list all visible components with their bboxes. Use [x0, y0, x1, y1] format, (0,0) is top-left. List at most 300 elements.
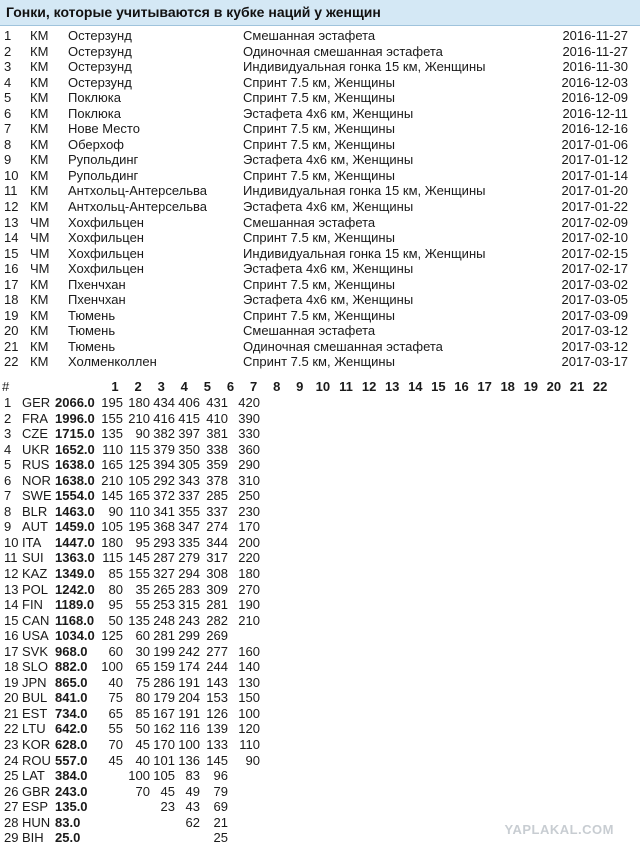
- race-row: [0, 308, 640, 324]
- score-cell: 338: [206, 441, 228, 457]
- score-cell: 341: [153, 503, 175, 519]
- rank-cell: 24: [4, 752, 19, 768]
- rank-cell: 19: [4, 674, 19, 690]
- nation-cell: CZE: [22, 426, 48, 442]
- score-cell: 116: [179, 721, 200, 737]
- race-date: 2017-01-14: [561, 167, 628, 183]
- race-row: [0, 168, 640, 184]
- race-row: [0, 199, 640, 215]
- race-event: Спринт 7.5 км, Женщины: [243, 230, 395, 246]
- race-event: Эстафета 4x6 км, Женщины: [243, 152, 414, 168]
- score-cell: 350: [178, 441, 200, 457]
- score-cell: 287: [153, 550, 175, 566]
- nation-cell: BUL: [22, 690, 48, 706]
- score-cell: 394: [153, 457, 175, 473]
- column-header: 13: [384, 379, 400, 394]
- score-cell: 344: [206, 534, 228, 550]
- score-cell: 100: [101, 659, 123, 675]
- score-cell: 335: [178, 534, 200, 550]
- standings-header-row: [0, 379, 640, 395]
- total-cell: 2066.0: [55, 395, 95, 410]
- standings-row: [0, 784, 640, 800]
- race-number: 9: [4, 152, 12, 168]
- total-cell: 1034.0: [55, 628, 95, 644]
- nation-cell: USA: [22, 628, 49, 644]
- race-type: КМ: [30, 59, 49, 75]
- score-cell: 180: [101, 534, 123, 550]
- nation-cell: NOR: [22, 472, 51, 488]
- score-cell: 85: [135, 705, 150, 721]
- total-cell: 83.0: [55, 814, 81, 830]
- total-cell: 243.0: [55, 783, 88, 799]
- title-bar: [0, 0, 640, 26]
- score-cell: 162: [153, 721, 175, 737]
- score-cell: 191: [178, 674, 200, 690]
- race-date: 2017-01-12: [561, 152, 628, 168]
- rank-cell: 15: [4, 612, 19, 628]
- race-place: Антхольц-Антерсельва: [68, 183, 208, 199]
- race-date: 2017-03-05: [561, 292, 628, 308]
- score-cell: 135: [101, 426, 123, 442]
- rank-cell: 14: [4, 597, 19, 613]
- score-cell: 40: [135, 752, 150, 768]
- standings-row: [0, 675, 640, 691]
- standings-row: [0, 799, 640, 815]
- race-row: [0, 121, 640, 137]
- score-cell: 315: [178, 597, 200, 613]
- score-cell: 110: [129, 503, 150, 519]
- score-cell: 167: [153, 705, 175, 721]
- rank-cell: 4: [4, 441, 12, 457]
- nation-cell: ITA: [22, 534, 42, 550]
- score-cell: 165: [128, 488, 150, 504]
- total-cell: 1363.0: [55, 550, 95, 566]
- score-cell: 100: [178, 737, 200, 753]
- race-number: 11: [4, 183, 18, 199]
- race-place: Остерзунд: [68, 59, 132, 75]
- score-cell: 195: [128, 519, 150, 535]
- race-row: [0, 152, 640, 168]
- standings-row: [0, 457, 640, 473]
- score-cell: 190: [238, 597, 260, 613]
- score-cell: 153: [206, 690, 228, 706]
- score-cell: 125: [101, 628, 123, 644]
- score-cell: 230: [238, 503, 260, 519]
- race-date: 2017-01-20: [561, 183, 628, 199]
- score-cell: 410: [206, 410, 228, 426]
- standings-row: [0, 519, 640, 535]
- score-cell: 281: [153, 628, 175, 644]
- standings-row: [0, 426, 640, 442]
- race-row: [0, 44, 640, 60]
- score-cell: 330: [238, 426, 260, 442]
- score-cell: 305: [178, 457, 200, 473]
- score-cell: 359: [206, 457, 228, 473]
- race-type: КМ: [30, 152, 49, 168]
- race-type: КМ: [30, 136, 49, 152]
- race-date: 2016-12-09: [561, 90, 628, 106]
- score-cell: 110: [239, 737, 260, 753]
- score-cell: 310: [238, 472, 260, 488]
- score-cell: 420: [238, 395, 260, 410]
- race-type: ЧМ: [30, 261, 50, 277]
- score-cell: 274: [206, 519, 228, 535]
- total-cell: 1715.0: [55, 426, 95, 442]
- race-place: Тюмень: [68, 338, 116, 354]
- column-header: 22: [592, 379, 608, 394]
- score-cell: 50: [108, 612, 123, 628]
- nation-cell: HUN: [22, 814, 51, 830]
- race-date: 2017-03-12: [561, 323, 628, 339]
- rank-cell: 11: [4, 550, 18, 566]
- column-header: 20: [546, 379, 562, 394]
- race-date: 2017-02-10: [561, 230, 628, 246]
- score-cell: 140: [238, 659, 260, 675]
- score-cell: 85: [108, 566, 123, 582]
- standings-row: [0, 395, 640, 411]
- score-cell: 25: [213, 830, 228, 846]
- total-cell: 1638.0: [55, 472, 95, 488]
- score-cell: 243: [178, 612, 200, 628]
- total-cell: 882.0: [55, 659, 88, 675]
- score-cell: 155: [101, 410, 123, 426]
- race-row: [0, 292, 640, 308]
- race-date: 2017-03-12: [561, 338, 628, 354]
- score-cell: 55: [108, 721, 123, 737]
- races-list: [0, 28, 640, 370]
- column-header: 6: [226, 379, 235, 394]
- race-place: Остерзунд: [68, 74, 132, 90]
- race-number: 22: [4, 354, 19, 370]
- score-cell: 327: [153, 566, 175, 582]
- score-cell: 60: [135, 628, 150, 644]
- rank-cell: 23: [4, 737, 19, 753]
- total-cell: 1996.0: [55, 410, 95, 426]
- race-date: 2016-12-16: [561, 121, 628, 137]
- score-cell: 191: [178, 705, 200, 721]
- race-date: 2017-03-17: [561, 354, 628, 370]
- rank-cell: 5: [4, 457, 12, 473]
- score-cell: 220: [238, 550, 260, 566]
- race-event: Индивидуальная гонка 15 км, Женщины: [243, 59, 486, 75]
- race-place: Хохфильцен: [68, 261, 144, 277]
- total-cell: 135.0: [55, 799, 88, 815]
- race-event: Эстафета 4x6 км, Женщины: [243, 199, 414, 215]
- score-cell: 105: [128, 472, 150, 488]
- rank-cell: 7: [4, 488, 12, 504]
- race-number: 20: [4, 323, 19, 339]
- total-cell: 1459.0: [55, 519, 95, 535]
- score-cell: 285: [206, 488, 228, 504]
- score-cell: 69: [213, 799, 228, 815]
- score-cell: 136: [178, 752, 200, 768]
- column-header: 12: [361, 379, 377, 394]
- score-cell: 248: [153, 612, 175, 628]
- rank-cell: 21: [4, 705, 19, 721]
- race-number: 18: [4, 292, 19, 308]
- race-number: 7: [4, 121, 12, 137]
- race-event: Спринт 7.5 км, Женщины: [243, 354, 395, 370]
- score-cell: 174: [178, 659, 200, 675]
- nation-cell: JPN: [22, 674, 47, 690]
- score-cell: 143: [206, 674, 228, 690]
- rank-cell: 18: [4, 659, 19, 675]
- standings-row: [0, 550, 640, 566]
- race-type: КМ: [30, 121, 49, 137]
- race-place: Тюмень: [68, 323, 116, 339]
- race-type: КМ: [30, 43, 49, 59]
- standings-row: [0, 690, 640, 706]
- column-header: 16: [454, 379, 469, 394]
- total-cell: 557.0: [55, 752, 88, 768]
- score-cell: 43: [185, 799, 200, 815]
- total-cell: 1447.0: [55, 534, 95, 550]
- race-event: Спринт 7.5 км, Женщины: [243, 74, 395, 90]
- race-event: Спринт 7.5 км, Женщины: [243, 307, 395, 323]
- race-row: [0, 323, 640, 339]
- race-row: [0, 75, 640, 91]
- nation-cell: ESP: [22, 799, 49, 815]
- score-cell: 110: [102, 441, 123, 457]
- score-cell: 282: [206, 612, 228, 628]
- race-type: КМ: [30, 292, 49, 308]
- score-cell: 100: [238, 705, 260, 721]
- race-row: [0, 261, 640, 277]
- nation-cell: SLO: [22, 659, 49, 675]
- score-cell: 30: [135, 643, 150, 659]
- race-type: ЧМ: [30, 245, 50, 261]
- nation-cell: CAN: [22, 612, 50, 628]
- standings-row: [0, 706, 640, 722]
- score-cell: 292: [153, 472, 175, 488]
- race-type: КМ: [30, 338, 49, 354]
- race-event: Одиночная смешанная эстафета: [243, 338, 443, 354]
- score-cell: 83: [185, 768, 200, 784]
- score-cell: 195: [101, 395, 123, 410]
- score-cell: 70: [135, 783, 150, 799]
- total-cell: 1242.0: [55, 581, 95, 597]
- standings-row: [0, 644, 640, 660]
- nation-cell: GBR: [22, 783, 51, 799]
- race-date: 2017-02-09: [561, 214, 628, 230]
- total-cell: 1189.0: [55, 597, 95, 613]
- score-cell: 283: [178, 581, 200, 597]
- score-cell: 406: [178, 395, 200, 410]
- standings-row: [0, 628, 640, 644]
- standings-row: [0, 411, 640, 427]
- score-cell: 343: [178, 472, 200, 488]
- score-cell: 347: [178, 519, 200, 535]
- race-type: КМ: [30, 323, 49, 339]
- race-row: [0, 137, 640, 153]
- score-cell: 145: [101, 488, 123, 504]
- total-cell: 1349.0: [55, 566, 95, 582]
- race-event: Одиночная смешанная эстафета: [243, 43, 443, 59]
- race-number: 17: [4, 276, 19, 292]
- total-cell: 734.0: [55, 705, 88, 721]
- race-event: Смешанная эстафета: [243, 323, 376, 339]
- score-cell: 269: [206, 628, 228, 644]
- race-number: 4: [4, 74, 12, 90]
- score-cell: 145: [206, 752, 228, 768]
- score-cell: 286: [153, 674, 175, 690]
- nation-cell: BLR: [22, 503, 48, 519]
- score-cell: 390: [238, 410, 260, 426]
- nation-cell: GER: [22, 395, 51, 410]
- score-cell: 337: [206, 503, 228, 519]
- watermark: YAPLAKAL.COM: [504, 822, 614, 837]
- race-type: КМ: [30, 74, 49, 90]
- standings-row: [0, 721, 640, 737]
- rank-cell: 22: [4, 721, 19, 737]
- score-cell: 50: [135, 721, 150, 737]
- score-cell: 70: [108, 737, 123, 753]
- race-event: Смешанная эстафета: [243, 214, 376, 230]
- score-cell: 75: [135, 674, 150, 690]
- score-cell: 434: [153, 395, 175, 410]
- standings-row: [0, 488, 640, 504]
- nation-cell: AUT: [22, 519, 48, 535]
- standings-row: [0, 597, 640, 613]
- race-row: [0, 230, 640, 246]
- score-cell: 210: [101, 472, 123, 488]
- score-cell: 277: [206, 643, 228, 659]
- score-cell: 80: [108, 581, 123, 597]
- standings-row: [0, 442, 640, 458]
- score-cell: 265: [153, 581, 175, 597]
- score-cell: 155: [128, 566, 150, 582]
- rank-cell: 26: [4, 783, 19, 799]
- race-row: [0, 339, 640, 355]
- column-header: 8: [273, 379, 281, 394]
- score-cell: 253: [153, 597, 175, 613]
- score-cell: 115: [102, 550, 123, 566]
- race-event: Спринт 7.5 км, Женщины: [243, 136, 395, 152]
- race-place: Оберхоф: [68, 136, 125, 152]
- race-event: Эстафета 4x6 км, Женщины: [243, 292, 414, 308]
- score-cell: 200: [238, 534, 260, 550]
- race-type: КМ: [30, 90, 49, 106]
- race-row: [0, 90, 640, 106]
- score-cell: 293: [153, 534, 175, 550]
- score-cell: 379: [153, 441, 175, 457]
- score-cell: 100: [128, 768, 150, 784]
- score-cell: 101: [153, 752, 175, 768]
- race-number: 14: [4, 230, 19, 246]
- race-number: 19: [4, 307, 19, 323]
- race-place: Остерзунд: [68, 28, 132, 43]
- score-cell: 397: [178, 426, 200, 442]
- total-cell: 384.0: [55, 768, 88, 784]
- score-cell: 279: [178, 550, 200, 566]
- score-cell: 135: [128, 612, 150, 628]
- race-date: 2016-11-27: [562, 28, 628, 43]
- score-cell: 96: [213, 768, 228, 784]
- rank-cell: 28: [4, 814, 19, 830]
- score-cell: 355: [178, 503, 200, 519]
- race-number: 15: [4, 245, 19, 261]
- rank-cell: 8: [4, 503, 12, 519]
- nation-cell: SUI: [22, 550, 44, 566]
- race-date: 2016-12-11: [562, 105, 628, 121]
- rank-cell: 17: [4, 643, 19, 659]
- race-event: Индивидуальная гонка 15 км, Женщины: [243, 245, 486, 261]
- score-cell: 45: [135, 737, 150, 753]
- standings-table: [0, 379, 640, 846]
- score-cell: 40: [108, 674, 123, 690]
- race-place: Хохфильцен: [68, 214, 144, 230]
- standings-row: [0, 659, 640, 675]
- score-cell: 382: [153, 426, 175, 442]
- race-date: 2017-02-17: [561, 261, 628, 277]
- score-cell: 180: [128, 395, 150, 410]
- total-cell: 628.0: [55, 737, 88, 753]
- total-cell: 25.0: [55, 830, 81, 846]
- race-event: Спринт 7.5 км, Женщины: [243, 121, 395, 137]
- nation-cell: FRA: [22, 410, 48, 426]
- score-cell: 126: [206, 705, 228, 721]
- score-cell: 23: [160, 799, 175, 815]
- total-cell: 841.0: [55, 690, 88, 706]
- race-number: 8: [4, 136, 12, 152]
- score-cell: 105: [101, 519, 123, 535]
- total-cell: 1168.0: [55, 612, 95, 628]
- rank-cell: 25: [4, 768, 19, 784]
- race-place: Нове Место: [68, 121, 140, 137]
- score-cell: 210: [128, 410, 150, 426]
- rank-cell: 12: [4, 566, 19, 582]
- score-cell: 170: [238, 519, 260, 535]
- column-header: 18: [500, 379, 515, 394]
- score-cell: 165: [101, 457, 123, 473]
- nation-cell: POL: [22, 581, 49, 597]
- race-number: 1: [4, 28, 12, 43]
- score-cell: 337: [178, 488, 200, 504]
- score-cell: 250: [238, 488, 260, 504]
- race-type: КМ: [30, 354, 49, 370]
- race-type: КМ: [30, 199, 49, 215]
- rank-cell: 1: [4, 395, 12, 410]
- column-header: 15: [431, 379, 446, 394]
- race-row: [0, 28, 640, 44]
- total-cell: 968.0: [55, 643, 88, 659]
- score-cell: 115: [129, 441, 150, 457]
- race-number: 16: [4, 261, 19, 277]
- standings-row: [0, 566, 640, 582]
- total-cell: 1463.0: [55, 503, 95, 519]
- race-event: Спринт 7.5 км, Женщины: [243, 167, 395, 183]
- score-cell: 125: [128, 457, 150, 473]
- race-date: 2016-11-27: [562, 43, 628, 59]
- score-cell: 381: [206, 426, 228, 442]
- rank-header: #: [2, 379, 10, 394]
- race-number: 3: [4, 59, 12, 75]
- race-place: Пхенчхан: [68, 292, 126, 308]
- score-cell: 294: [178, 566, 200, 582]
- score-cell: 360: [238, 441, 260, 457]
- race-event: Спринт 7.5 км, Женщины: [243, 90, 395, 106]
- race-type: КМ: [30, 105, 49, 121]
- score-cell: 80: [135, 690, 150, 706]
- column-header: 5: [203, 379, 211, 394]
- score-cell: 210: [238, 612, 260, 628]
- race-event: Смешанная эстафета: [243, 28, 376, 43]
- nation-cell: KOR: [22, 737, 51, 753]
- score-cell: 130: [238, 674, 260, 690]
- score-cell: 90: [245, 752, 260, 768]
- race-date: 2016-11-30: [562, 59, 628, 75]
- race-date: 2017-01-06: [561, 136, 628, 152]
